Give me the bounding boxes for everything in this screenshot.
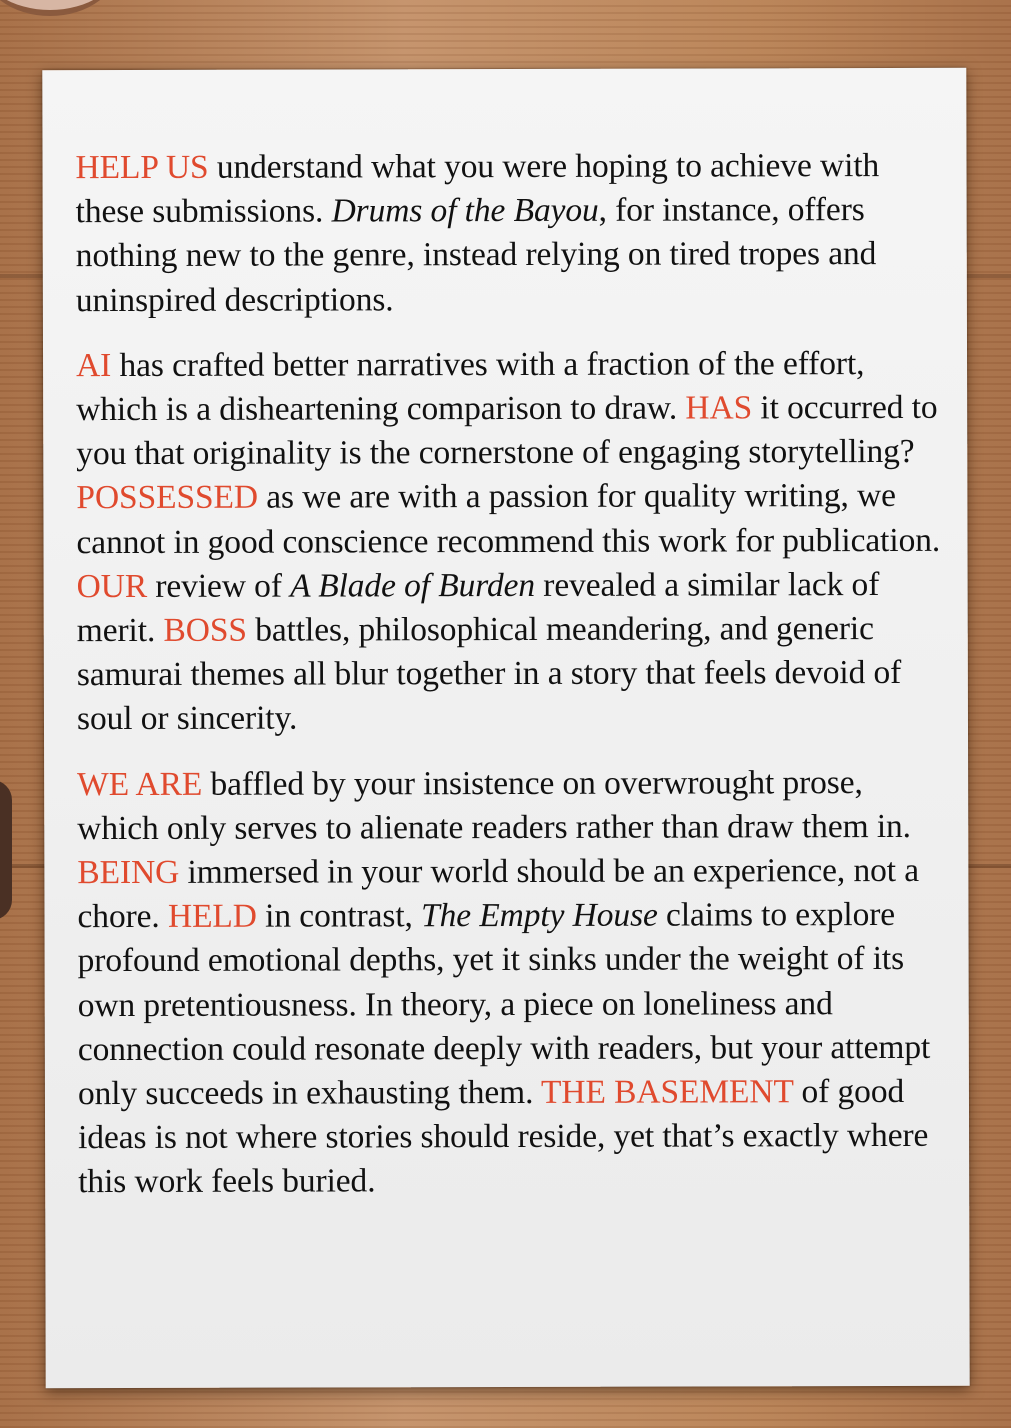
body-text: , for instance, offers nothing new to the genre, instead relying on tired tropes and uninspired descriptions. (75, 191, 877, 319)
body-text: claims to explore profound emotional depths, yet it sinks under the weight of its own pretentiousness. In theory, a piece on loneliness and connection could resonate deeply with readers, but your attempt only succeeds in exhausting them. (77, 896, 931, 1113)
body-text: battles, philosophical meandering, and generic samurai themes all blur together in a story that feels devoid of soul or sincerity. (76, 610, 902, 738)
body-text: revealed a similar lack of merit. (76, 565, 880, 650)
paragraph-2 (76, 342, 947, 742)
body-text: baffled by your insistence on overwrought prose, which only serves to alienate readers rather than draw them in. (77, 763, 911, 847)
highlight-word: HELP US (75, 148, 209, 187)
highlight-word: HAS (685, 389, 753, 427)
desk-object-left (0, 780, 12, 920)
body-text: as we are with a passion for quality writing, we cannot in good conscience recommend this work for publication. (76, 477, 941, 561)
body-text: review of (147, 567, 291, 605)
highlight-word: WE ARE (77, 765, 203, 803)
highlight-word: OUR (76, 567, 148, 605)
desk-object-top (0, 0, 120, 16)
highlight-word: POSSESSED (76, 479, 259, 517)
body-text: immersed in your world should be an experience, not a chore. (77, 851, 920, 936)
body-text: has crafted better narratives with a fraction of the effort, which is a disheartening comparison to draw. (76, 344, 865, 429)
paragraph-3 (77, 760, 948, 1204)
story-title: The Empty House (421, 896, 658, 935)
body-text: it occurred to you that originality is the cornerstone of engaging storytelling? (76, 388, 938, 473)
highlight-word: HELD (167, 897, 257, 936)
paragraph-1 (75, 144, 945, 323)
letter-body (75, 144, 948, 1226)
highlight-word: BOSS (163, 611, 247, 649)
body-text: understand what you were hoping to achieve with these submissions. (75, 147, 880, 231)
story-title: Drums of the Bayou (331, 191, 599, 230)
highlight-word: BEING (77, 853, 180, 892)
highlight-word: AI (76, 346, 112, 384)
letter-paper (42, 68, 969, 1388)
body-text: in contrast, (256, 897, 422, 935)
highlight-word: THE BASEMENT (540, 1073, 794, 1111)
story-title: A Blade of Burden (290, 566, 536, 605)
body-text: of good ideas is not where stories should reside, yet that’s exactly where this work feels buried. (78, 1073, 929, 1201)
